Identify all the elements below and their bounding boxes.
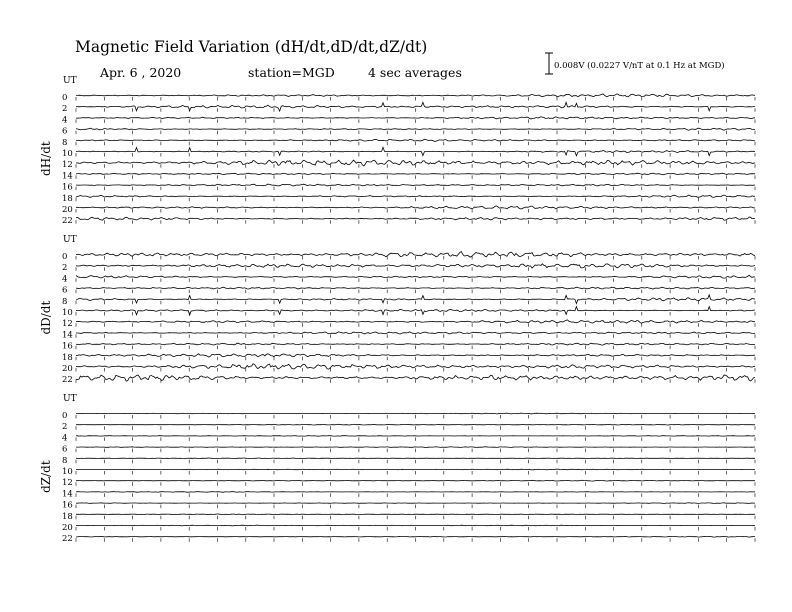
hour-label: 16: [62, 182, 73, 193]
trace-line: [76, 195, 755, 197]
hour-ticks: [76, 437, 755, 441]
hour-ticks: [76, 175, 755, 179]
hour-ticks: [76, 278, 755, 282]
hour-label: 0: [62, 411, 68, 421]
hour-label: 4: [62, 115, 68, 126]
hour-ticks: [76, 119, 755, 123]
hour-ticks: [76, 209, 755, 213]
trace-line: [76, 413, 755, 414]
trace-line: [76, 184, 755, 186]
station-label: station=MGD: [248, 65, 335, 80]
hour-label: 0: [62, 93, 68, 103]
trace-line: [76, 536, 755, 537]
hour-label: 0: [62, 252, 68, 262]
trace-line: [76, 332, 755, 334]
trace-line: [76, 217, 755, 220]
panel-dz-dt: [39, 394, 755, 544]
hour-label: 14: [62, 330, 73, 341]
trace-line: [76, 424, 755, 425]
hour-label: 8: [62, 137, 68, 148]
hour-ticks: [76, 415, 755, 419]
panel-label: dH/dt: [39, 141, 53, 176]
trace-line: [76, 343, 755, 345]
trace-line: [76, 287, 755, 289]
trace-line: [76, 320, 755, 323]
scale-bar: [545, 53, 553, 74]
hour-label: 2: [62, 104, 68, 115]
hour-ticks: [76, 357, 755, 361]
trace-line: [76, 94, 755, 97]
hour-label: 6: [62, 126, 68, 137]
trace-line: [76, 173, 755, 175]
hour-ticks: [76, 187, 755, 191]
hour-ticks: [76, 368, 755, 372]
hour-ticks: [76, 97, 755, 101]
hour-label: 12: [62, 478, 73, 489]
hour-label: 10: [62, 149, 73, 159]
hour-label: 4: [62, 274, 68, 285]
trace-line: [76, 514, 755, 515]
hour-label: 20: [62, 523, 73, 533]
hour-label: 10: [62, 308, 73, 318]
hour-ticks: [76, 256, 755, 260]
hour-label: 12: [62, 160, 73, 171]
trace-line: [76, 469, 755, 470]
hour-ticks: [76, 538, 755, 542]
trace-line: [76, 525, 755, 526]
trace-line: [76, 503, 755, 504]
trace-line: [76, 458, 755, 459]
hour-label: 20: [62, 205, 73, 215]
hour-ticks: [76, 346, 755, 350]
hour-ticks: [76, 426, 755, 430]
hour-ticks: [76, 108, 755, 112]
trace-line: [76, 447, 755, 448]
hour-label: 16: [62, 500, 73, 511]
chart-title: Magnetic Field Variation (dH/dt,dD/dt,dZ/dt): [75, 38, 428, 56]
hour-ticks: [76, 312, 755, 316]
trace-line: [76, 206, 755, 209]
hour-label: 18: [62, 193, 73, 204]
hour-label: 22: [62, 534, 73, 545]
hour-ticks: [76, 164, 755, 168]
hour-ticks: [76, 142, 755, 146]
hour-ticks: [76, 505, 755, 509]
hour-ticks: [76, 460, 755, 464]
hour-label: 22: [62, 216, 73, 227]
hour-label: 6: [62, 444, 68, 455]
ut-label: UT: [63, 394, 77, 404]
scale-label: 0.008V (0.0227 V/nT at 0.1 Hz at MGD): [554, 61, 725, 71]
trace-line: [76, 275, 755, 278]
hour-ticks: [76, 527, 755, 531]
hour-ticks: [76, 482, 755, 486]
hour-label: 2: [62, 263, 68, 274]
hour-ticks: [76, 198, 755, 202]
hour-ticks: [76, 449, 755, 453]
date-label: Apr. 6 , 2020: [100, 65, 182, 80]
hour-ticks: [76, 516, 755, 520]
panel-label: dZ/dt: [39, 460, 53, 493]
hour-label: 4: [62, 433, 68, 444]
ut-label: UT: [63, 235, 77, 245]
panel-dh-dt: [39, 76, 755, 226]
trace-line: [76, 139, 755, 141]
hour-ticks: [76, 290, 755, 294]
hour-label: 14: [62, 171, 73, 182]
hour-ticks: [76, 153, 755, 157]
trace-line: [76, 480, 755, 481]
hour-label: 20: [62, 364, 73, 374]
panel-label: dD/dt: [39, 300, 53, 335]
hour-label: 16: [62, 341, 73, 352]
ut-label: UT: [63, 76, 77, 86]
hour-ticks: [76, 323, 755, 327]
hour-label: 6: [62, 285, 68, 296]
averaging-label: 4 sec averages: [368, 65, 462, 80]
trace-line: [76, 128, 755, 130]
hour-label: 18: [62, 352, 73, 363]
hour-ticks: [76, 334, 755, 338]
hour-label: 12: [62, 319, 73, 330]
trace-line: [76, 354, 755, 357]
panel-dd-dt: [39, 235, 755, 385]
hour-ticks: [76, 301, 755, 305]
hour-label: 18: [62, 511, 73, 522]
trace-line: [76, 117, 755, 119]
trace-line: [76, 436, 755, 437]
hour-ticks: [76, 131, 755, 135]
hour-label: 10: [62, 467, 73, 477]
hour-ticks: [76, 493, 755, 497]
hour-label: 8: [62, 296, 68, 307]
hour-label: 22: [62, 375, 73, 386]
hour-ticks: [76, 471, 755, 475]
hour-label: 2: [62, 422, 68, 433]
hour-label: 14: [62, 489, 73, 500]
hour-ticks: [76, 267, 755, 271]
trace-line: [76, 492, 755, 493]
hour-ticks: [76, 220, 755, 224]
hour-label: 8: [62, 455, 68, 466]
